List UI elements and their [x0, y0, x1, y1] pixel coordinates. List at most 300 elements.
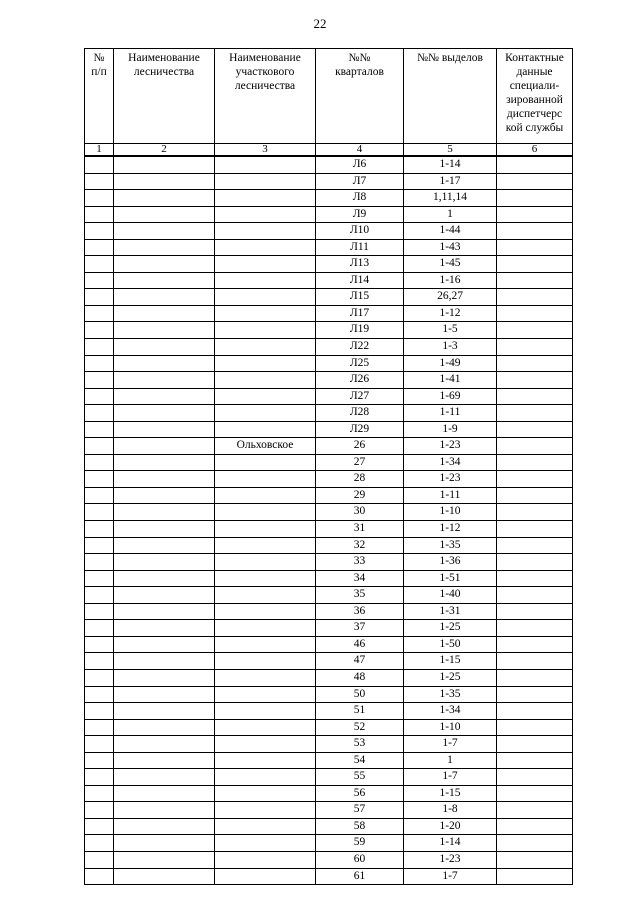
forestry-cell	[114, 471, 215, 488]
district-forestry-cell	[215, 355, 316, 372]
district-forestry-cell	[215, 471, 316, 488]
plots-cell: 1-23	[404, 471, 497, 488]
row-number-cell	[85, 851, 114, 868]
plots-cell: 1-45	[404, 256, 497, 273]
table-row	[85, 206, 573, 223]
plots-cell: 1-25	[404, 669, 497, 686]
contacts-cell	[497, 471, 573, 488]
plots-cell: 1-51	[404, 570, 497, 587]
quarter-cell: Л22	[316, 339, 404, 356]
table-row	[85, 868, 573, 885]
forestry-cell	[114, 272, 215, 289]
quarter-cell: Л14	[316, 272, 404, 289]
plots-cell: 1-14	[404, 156, 497, 173]
quarter-cell: 51	[316, 703, 404, 720]
district-forestry-cell	[215, 487, 316, 504]
district-forestry-cell	[215, 521, 316, 538]
plots-cell: 1-15	[404, 785, 497, 802]
contacts-cell	[497, 487, 573, 504]
quarter-cell: 55	[316, 769, 404, 786]
table-row	[85, 736, 573, 753]
contacts-cell	[497, 752, 573, 769]
district-forestry-name: Ольховское	[215, 438, 316, 455]
forestry-cell	[114, 190, 215, 207]
contacts-cell	[497, 372, 573, 389]
contacts-cell	[497, 686, 573, 703]
forestry-cell	[114, 156, 215, 173]
plots-cell: 1-7	[404, 736, 497, 753]
contacts-cell	[497, 173, 573, 190]
plots-cell: 1-69	[404, 388, 497, 405]
district-forestry-cell	[215, 190, 316, 207]
header-forestry: Наименование лесничества	[114, 49, 215, 144]
district-forestry-cell	[215, 653, 316, 670]
district-forestry-cell	[215, 868, 316, 885]
forestry-cell	[114, 868, 215, 885]
table-row	[85, 653, 573, 670]
table-row	[85, 851, 573, 868]
forestry-cell	[114, 504, 215, 521]
forestry-cell	[114, 818, 215, 835]
row-number-cell	[85, 603, 114, 620]
district-forestry-cell	[215, 156, 316, 173]
header-row	[85, 49, 573, 144]
district-forestry-cell	[215, 835, 316, 852]
district-forestry-cell	[215, 256, 316, 273]
quarter-cell: Л9	[316, 206, 404, 223]
forestry-cell	[114, 554, 215, 571]
district-forestry-cell	[215, 719, 316, 736]
quarter-cell: 27	[316, 454, 404, 471]
quarter-cell: 32	[316, 537, 404, 554]
table-row	[85, 438, 573, 455]
forestry-cell	[114, 355, 215, 372]
quarter-cell: 58	[316, 818, 404, 835]
forestry-cell	[114, 223, 215, 240]
district-forestry-cell	[215, 372, 316, 389]
plots-cell: 1-35	[404, 686, 497, 703]
row-number-cell	[85, 256, 114, 273]
forestry-cell	[114, 603, 215, 620]
row-number-cell	[85, 504, 114, 521]
forestry-cell	[114, 305, 215, 322]
row-number-cell	[85, 339, 114, 356]
quarter-cell: 26	[316, 438, 404, 455]
table-row	[85, 173, 573, 190]
column-number: 3	[215, 144, 316, 157]
quarter-cell: Л10	[316, 223, 404, 240]
quarter-cell: 56	[316, 785, 404, 802]
plots-cell: 1-8	[404, 802, 497, 819]
quarter-cell: Л25	[316, 355, 404, 372]
column-number: 5	[404, 144, 497, 157]
quarter-cell: 36	[316, 603, 404, 620]
district-forestry-cell	[215, 388, 316, 405]
table-row	[85, 686, 573, 703]
district-forestry-cell	[215, 173, 316, 190]
district-forestry-cell	[215, 587, 316, 604]
forestry-cell	[114, 487, 215, 504]
contacts-cell	[497, 769, 573, 786]
row-number-cell	[85, 703, 114, 720]
contacts-cell	[497, 421, 573, 438]
forestry-cell	[114, 669, 215, 686]
district-forestry-cell	[215, 239, 316, 256]
plots-cell: 1-34	[404, 703, 497, 720]
plots-cell: 1-17	[404, 173, 497, 190]
quarter-cell: 52	[316, 719, 404, 736]
table-row	[85, 620, 573, 637]
quarter-cell: 31	[316, 521, 404, 538]
plots-cell: 1-20	[404, 818, 497, 835]
forestry-cell	[114, 322, 215, 339]
forestry-cell	[114, 570, 215, 587]
contacts-cell	[497, 554, 573, 571]
quarter-cell: Л28	[316, 405, 404, 422]
contacts-cell	[497, 669, 573, 686]
table-row	[85, 289, 573, 306]
header-contacts: Контактные данные специали- зированной диспетчерс кой службы	[497, 49, 573, 144]
table-row	[85, 388, 573, 405]
table-row	[85, 669, 573, 686]
forestry-cell	[114, 339, 215, 356]
row-number-cell	[85, 653, 114, 670]
quarter-cell: Л7	[316, 173, 404, 190]
quarter-cell: Л13	[316, 256, 404, 273]
quarter-cell: 35	[316, 587, 404, 604]
district-forestry-cell	[215, 206, 316, 223]
quarter-cell: 33	[316, 554, 404, 571]
contacts-cell	[497, 339, 573, 356]
plots-cell: 1-49	[404, 355, 497, 372]
table-row	[85, 554, 573, 571]
plots-cell: 1-34	[404, 454, 497, 471]
forestry-cell	[114, 239, 215, 256]
district-forestry-cell	[215, 603, 316, 620]
row-number-cell	[85, 190, 114, 207]
plots-cell: 1-50	[404, 636, 497, 653]
district-forestry-cell	[215, 851, 316, 868]
district-forestry-cell	[215, 405, 316, 422]
plots-cell: 1-11	[404, 405, 497, 422]
district-forestry-cell	[215, 752, 316, 769]
quarter-cell: 57	[316, 802, 404, 819]
forestry-cell	[114, 537, 215, 554]
quarter-cell: 29	[316, 487, 404, 504]
row-number-cell	[85, 686, 114, 703]
table-row	[85, 239, 573, 256]
plots-cell: 1-7	[404, 868, 497, 885]
row-number-cell	[85, 388, 114, 405]
district-forestry-cell	[215, 454, 316, 471]
quarter-cell: 48	[316, 669, 404, 686]
table-row	[85, 570, 573, 587]
row-number-cell	[85, 322, 114, 339]
row-number-cell	[85, 421, 114, 438]
district-forestry-cell	[215, 504, 316, 521]
contacts-cell	[497, 570, 573, 587]
contacts-cell	[497, 785, 573, 802]
row-number-cell	[85, 554, 114, 571]
row-number-cell	[85, 305, 114, 322]
column-number: 4	[316, 144, 404, 157]
table-body	[85, 156, 573, 885]
forestry-cell	[114, 769, 215, 786]
quarter-cell: 59	[316, 835, 404, 852]
district-forestry-cell	[215, 686, 316, 703]
row-number-cell	[85, 835, 114, 852]
contacts-cell	[497, 156, 573, 173]
table-row	[85, 355, 573, 372]
plots-cell: 1-23	[404, 438, 497, 455]
plots-cell: 1-12	[404, 305, 497, 322]
row-number-cell	[85, 372, 114, 389]
row-number-cell	[85, 405, 114, 422]
district-forestry-cell	[215, 339, 316, 356]
row-number-cell	[85, 355, 114, 372]
row-number-cell	[85, 868, 114, 885]
table-row	[85, 471, 573, 488]
contacts-cell	[497, 355, 573, 372]
table-row	[85, 752, 573, 769]
contacts-cell	[497, 851, 573, 868]
contacts-cell	[497, 818, 573, 835]
contacts-cell	[497, 322, 573, 339]
table-row	[85, 835, 573, 852]
table-row	[85, 190, 573, 207]
table-row	[85, 636, 573, 653]
forestry-cell	[114, 173, 215, 190]
district-forestry-cell	[215, 272, 316, 289]
quarter-cell: 37	[316, 620, 404, 637]
table-row	[85, 785, 573, 802]
row-number-cell	[85, 272, 114, 289]
contacts-cell	[497, 272, 573, 289]
forestry-cell	[114, 206, 215, 223]
table-row	[85, 537, 573, 554]
plots-cell: 1-25	[404, 620, 497, 637]
contacts-cell	[497, 405, 573, 422]
contacts-cell	[497, 620, 573, 637]
page-number: 22	[313, 16, 327, 31]
row-number-cell	[85, 669, 114, 686]
forestry-cell	[114, 736, 215, 753]
row-number-cell	[85, 570, 114, 587]
forestry-cell	[114, 587, 215, 604]
table-row	[85, 521, 573, 538]
plots-cell: 1-10	[404, 719, 497, 736]
contacts-cell	[497, 537, 573, 554]
plots-cell: 1-44	[404, 223, 497, 240]
forestry-cell	[114, 686, 215, 703]
row-number-cell	[85, 752, 114, 769]
row-number-cell	[85, 239, 114, 256]
header-num: № п/п	[85, 49, 114, 144]
district-forestry-cell	[215, 223, 316, 240]
header-district-forestry: Наименование участкового лесничества	[215, 49, 316, 144]
quarter-cell: 60	[316, 851, 404, 868]
table-row	[85, 156, 573, 173]
forestry-cell	[114, 653, 215, 670]
contacts-cell	[497, 802, 573, 819]
forestry-cell	[114, 388, 215, 405]
district-forestry-cell	[215, 322, 316, 339]
table-row	[85, 223, 573, 240]
forestry-cell	[114, 521, 215, 538]
contacts-cell	[497, 504, 573, 521]
forestry-cell	[114, 785, 215, 802]
row-number-cell	[85, 223, 114, 240]
district-forestry-cell	[215, 289, 316, 306]
table-row	[85, 504, 573, 521]
row-number-cell	[85, 537, 114, 554]
plots-cell: 1-35	[404, 537, 497, 554]
district-forestry-cell	[215, 802, 316, 819]
forestry-cell	[114, 752, 215, 769]
quarter-cell: 50	[316, 686, 404, 703]
forestry-cell	[114, 372, 215, 389]
district-forestry-cell	[215, 785, 316, 802]
row-number-cell	[85, 173, 114, 190]
table-row	[85, 256, 573, 273]
district-forestry-cell	[215, 818, 316, 835]
district-forestry-cell	[215, 703, 316, 720]
district-forestry-cell	[215, 669, 316, 686]
quarter-cell: 46	[316, 636, 404, 653]
table-row	[85, 802, 573, 819]
plots-cell: 1-31	[404, 603, 497, 620]
row-number-cell	[85, 802, 114, 819]
district-forestry-cell	[215, 620, 316, 637]
district-forestry-cell	[215, 636, 316, 653]
row-number-cell	[85, 487, 114, 504]
district-forestry-cell	[215, 570, 316, 587]
quarter-cell: Л8	[316, 190, 404, 207]
plots-cell: 1	[404, 752, 497, 769]
quarter-cell: 28	[316, 471, 404, 488]
district-forestry-cell	[215, 537, 316, 554]
district-forestry-cell	[215, 769, 316, 786]
table-row	[85, 454, 573, 471]
plots-cell: 1-23	[404, 851, 497, 868]
district-forestry-cell	[215, 554, 316, 571]
contacts-cell	[497, 521, 573, 538]
table-row	[85, 703, 573, 720]
contacts-cell	[497, 653, 573, 670]
forestry-cell	[114, 802, 215, 819]
table-row	[85, 339, 573, 356]
forest-quarters-table	[84, 48, 573, 885]
quarter-cell: Л17	[316, 305, 404, 322]
table-row	[85, 405, 573, 422]
plots-cell: 1-9	[404, 421, 497, 438]
row-number-cell	[85, 785, 114, 802]
table-row	[85, 421, 573, 438]
row-number-cell	[85, 454, 114, 471]
row-number-cell	[85, 636, 114, 653]
plots-cell: 1-10	[404, 504, 497, 521]
row-number-cell	[85, 719, 114, 736]
table-row	[85, 372, 573, 389]
quarter-cell: Л6	[316, 156, 404, 173]
column-number: 6	[497, 144, 573, 157]
quarter-cell: 54	[316, 752, 404, 769]
quarter-cell: Л27	[316, 388, 404, 405]
contacts-cell	[497, 587, 573, 604]
plots-cell: 1-41	[404, 372, 497, 389]
table-row	[85, 603, 573, 620]
column-number: 2	[114, 144, 215, 157]
forestry-cell	[114, 851, 215, 868]
table-row	[85, 487, 573, 504]
quarter-cell: 61	[316, 868, 404, 885]
contacts-cell	[497, 223, 573, 240]
forestry-cell	[114, 835, 215, 852]
contacts-cell	[497, 305, 573, 322]
column-number: 1	[85, 144, 114, 157]
header-plots: №№ выделов	[404, 49, 497, 144]
quarter-cell: 53	[316, 736, 404, 753]
table-row	[85, 818, 573, 835]
plots-cell: 1-40	[404, 587, 497, 604]
quarter-cell: 47	[316, 653, 404, 670]
plots-cell: 1	[404, 206, 497, 223]
plots-cell: 1-36	[404, 554, 497, 571]
contacts-cell	[497, 868, 573, 885]
contacts-cell	[497, 190, 573, 207]
plots-cell: 1-14	[404, 835, 497, 852]
forestry-cell	[114, 405, 215, 422]
table-row	[85, 322, 573, 339]
forestry-cell	[114, 289, 215, 306]
column-number-row	[85, 144, 573, 157]
quarter-cell: Л15	[316, 289, 404, 306]
table-row	[85, 719, 573, 736]
quarter-cell: 34	[316, 570, 404, 587]
contacts-cell	[497, 703, 573, 720]
contacts-cell	[497, 636, 573, 653]
row-number-cell	[85, 289, 114, 306]
contacts-cell	[497, 239, 573, 256]
quarter-cell: Л29	[316, 421, 404, 438]
contacts-cell	[497, 736, 573, 753]
district-forestry-cell	[215, 305, 316, 322]
row-number-cell	[85, 620, 114, 637]
plots-cell: 1-15	[404, 653, 497, 670]
table-row	[85, 305, 573, 322]
row-number-cell	[85, 587, 114, 604]
row-number-cell	[85, 156, 114, 173]
plots-cell: 1-12	[404, 521, 497, 538]
forestry-cell	[114, 256, 215, 273]
plots-cell: 1-5	[404, 322, 497, 339]
contacts-cell	[497, 388, 573, 405]
forestry-cell	[114, 719, 215, 736]
contacts-cell	[497, 206, 573, 223]
table-row	[85, 272, 573, 289]
header-quarters: №№ кварталов	[316, 49, 404, 144]
plots-cell: 1-7	[404, 769, 497, 786]
quarter-cell: Л11	[316, 239, 404, 256]
row-number-cell	[85, 438, 114, 455]
quarter-cell: Л19	[316, 322, 404, 339]
row-number-cell	[85, 818, 114, 835]
row-number-cell	[85, 521, 114, 538]
row-number-cell	[85, 736, 114, 753]
table-row	[85, 587, 573, 604]
plots-cell: 26,27	[404, 289, 497, 306]
forestry-cell	[114, 454, 215, 471]
